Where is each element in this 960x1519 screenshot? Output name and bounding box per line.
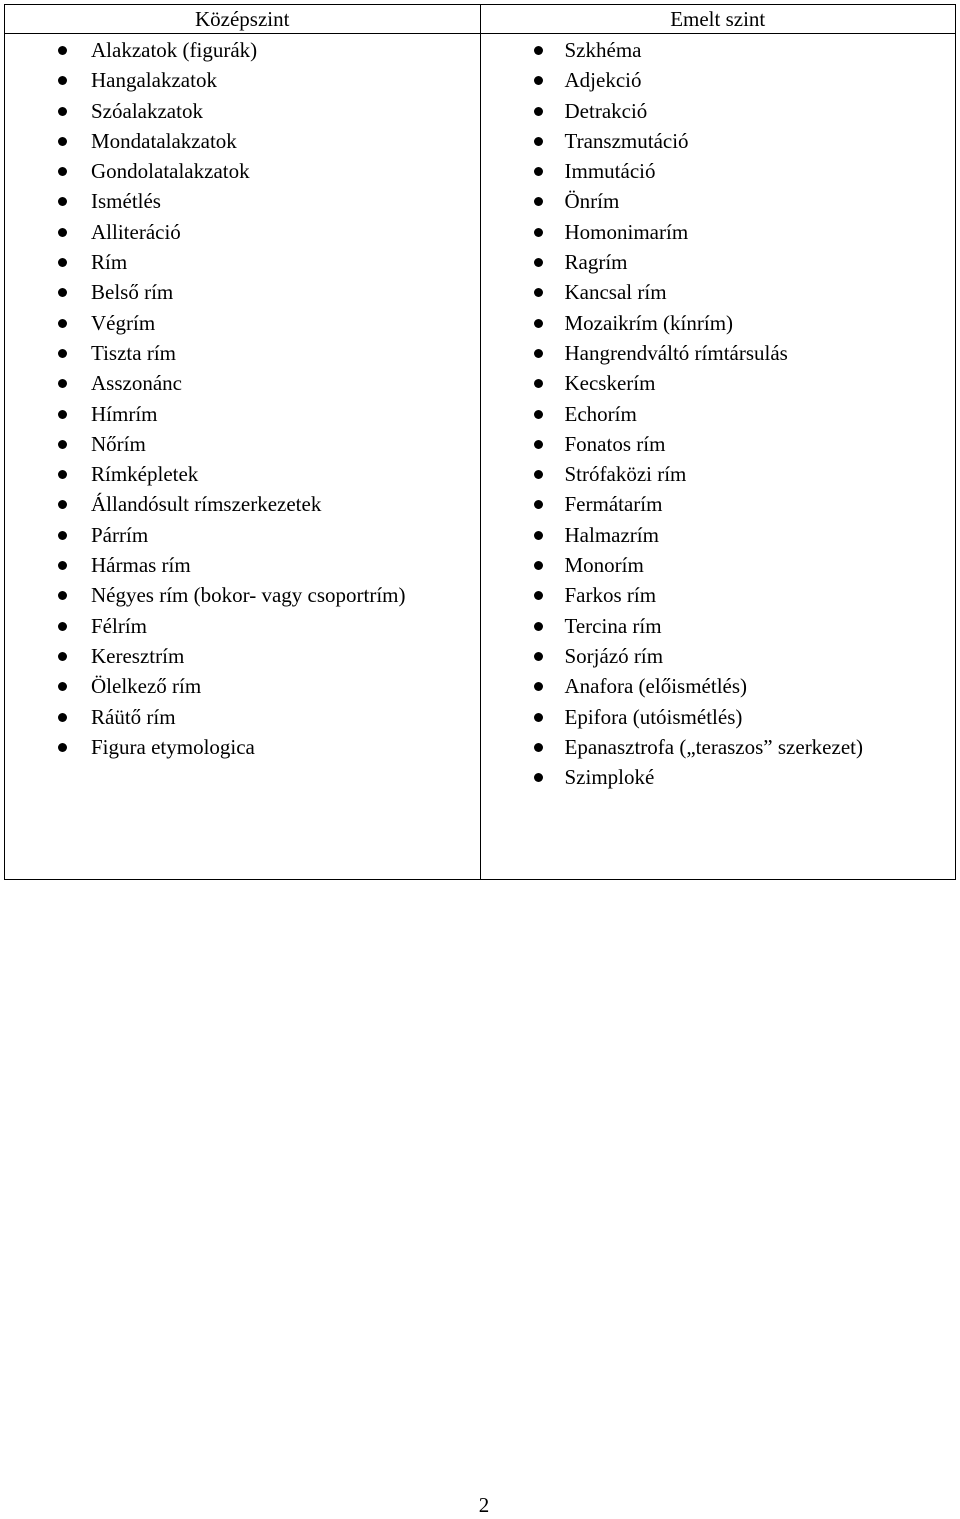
bullet-icon (534, 197, 543, 206)
page-number: 2 (478, 1493, 490, 1517)
bullet-icon (58, 531, 67, 540)
list-item (5, 277, 480, 307)
list-item (481, 762, 956, 792)
list-item-text: Keresztrím (91, 643, 185, 668)
list-item-text: Rím (91, 250, 128, 275)
bullet-icon (534, 622, 543, 631)
list-item-text: Önrím (564, 189, 620, 214)
list-item-text: Hármas rím (91, 553, 191, 578)
list-item (481, 368, 956, 398)
bullet-icon (58, 713, 67, 722)
list-item (481, 550, 956, 580)
bullet-icon (58, 743, 67, 752)
bullet-icon (534, 561, 543, 570)
list-item-text: Szkhéma (564, 38, 642, 62)
list-item-text: Halmazrím (564, 522, 659, 547)
bullet-icon (534, 167, 543, 176)
list-item-text: Fonatos rím (564, 431, 666, 456)
list-item (481, 459, 956, 489)
bullet-icon (58, 591, 67, 600)
list-item-text: Asszonánc (91, 371, 182, 396)
list-item-text: Hangrendváltó rímtársulás (564, 340, 788, 365)
list-item-text: Adjekció (564, 68, 642, 93)
list-item (481, 671, 956, 701)
list-item (5, 489, 480, 519)
list-item (481, 308, 956, 338)
list-item-text: Ismétlés (91, 189, 161, 214)
emelt-szint-list (481, 34, 956, 792)
list-item (481, 156, 956, 186)
list-item-text: Mondatalakzatok (91, 128, 237, 153)
list-item (481, 399, 956, 429)
list-item-text: Echorím (564, 401, 637, 426)
bullet-icon (58, 197, 67, 206)
kozepszint-list (5, 34, 480, 762)
bullet-icon (58, 288, 67, 297)
list-item-text: Alakzatok (figurák) (91, 38, 258, 62)
bullet-icon (58, 500, 67, 509)
list-item (5, 611, 480, 641)
bullet-icon (58, 46, 67, 55)
bullet-icon (534, 228, 543, 237)
list-item (5, 671, 480, 701)
list-item (5, 702, 480, 732)
list-item-text: Mozaikrím (kínrím) (564, 310, 734, 335)
list-item-text: Szimploké (564, 765, 655, 790)
list-item (481, 429, 956, 459)
list-item (481, 126, 956, 156)
list-item-text: Fermátarím (564, 492, 663, 517)
bullet-icon (534, 46, 543, 55)
list-item-text: Ölelkező rím (91, 674, 202, 699)
bullet-icon (58, 319, 67, 328)
list-item (481, 247, 956, 277)
list-item (5, 65, 480, 95)
list-item (5, 580, 480, 610)
list-item (481, 489, 956, 519)
bullet-icon (534, 379, 543, 388)
bullet-icon (534, 319, 543, 328)
bullet-icon (534, 349, 543, 358)
list-item (481, 580, 956, 610)
list-item-text: Nőrím (91, 431, 146, 456)
list-item (5, 35, 480, 65)
list-item (481, 702, 956, 732)
list-item-text: Ráütő rím (91, 704, 176, 729)
bullet-icon (58, 137, 67, 146)
list-item-text: Állandósult rímszerkezetek (91, 492, 322, 517)
bullet-icon (58, 652, 67, 661)
list-item (481, 611, 956, 641)
bullet-icon (58, 440, 67, 449)
list-item-text: Strófaközi rím (564, 462, 687, 487)
list-item (481, 732, 956, 762)
list-item-text: Monorím (564, 553, 644, 578)
bullet-icon (58, 379, 67, 388)
list-item-text: Belső rím (91, 280, 174, 305)
list-item-text: Szóalakzatok (91, 98, 203, 123)
list-item-text: Tiszta rím (91, 340, 176, 365)
list-item-text: Detrakció (564, 98, 648, 123)
list-item-text: Figura etymologica (91, 734, 255, 759)
list-item-text: Homonimarím (564, 219, 689, 244)
bullet-icon (534, 288, 543, 297)
list-item (5, 126, 480, 156)
kozepszint-header: Középszint (5, 5, 480, 34)
list-item-text: Anafora (előismétlés) (564, 674, 748, 699)
list-item-text: Rímképletek (91, 462, 199, 487)
list-item (481, 217, 956, 247)
list-item (5, 217, 480, 247)
list-item (5, 550, 480, 580)
bullet-icon (534, 107, 543, 116)
bullet-icon (58, 349, 67, 358)
bullet-icon (58, 167, 67, 176)
bullet-icon (534, 470, 543, 479)
emelt-szint-header: Emelt szint (481, 5, 956, 34)
bullet-icon (58, 470, 67, 479)
list-item-text: Sorjázó rím (564, 643, 664, 668)
list-item (481, 641, 956, 671)
bullet-icon (534, 76, 543, 85)
list-item-text: Négyes rím (bokor- vagy csoportrím) (91, 583, 406, 608)
list-item (5, 399, 480, 429)
list-item-text: Végrím (91, 310, 156, 335)
list-item-text: Kancsal rím (564, 280, 667, 305)
list-item (481, 338, 956, 368)
bullet-icon (534, 652, 543, 661)
list-item (481, 96, 956, 126)
list-item (481, 35, 956, 65)
bullet-icon (58, 107, 67, 116)
bullet-icon (534, 591, 543, 600)
bullet-icon (534, 440, 543, 449)
bullet-icon (58, 410, 67, 419)
bullet-icon (58, 622, 67, 631)
list-item-text: Farkos rím (564, 583, 657, 608)
bullet-icon (534, 682, 543, 691)
list-item (5, 186, 480, 216)
bullet-icon (534, 500, 543, 509)
list-item (5, 96, 480, 126)
bullet-icon (534, 137, 543, 146)
list-item (5, 308, 480, 338)
list-item-text: Hangalakzatok (91, 68, 217, 93)
bullet-icon (58, 258, 67, 267)
emelt-szint-column (480, 5, 956, 879)
list-item (481, 186, 956, 216)
bullet-icon (58, 76, 67, 85)
list-item (5, 338, 480, 368)
list-item (5, 641, 480, 671)
list-item-text: Transzmutáció (564, 128, 689, 153)
bullet-icon (534, 410, 543, 419)
list-item-text: Epifora (utóismétlés) (564, 704, 743, 729)
list-item (481, 520, 956, 550)
list-item (481, 277, 956, 307)
terms-table (4, 4, 956, 880)
list-item-text: Félrím (91, 613, 147, 638)
list-item (5, 459, 480, 489)
list-item (5, 156, 480, 186)
list-item-text: Immutáció (564, 159, 656, 184)
list-item (5, 520, 480, 550)
list-item-text: Kecskerím (564, 371, 656, 396)
bullet-icon (534, 258, 543, 267)
list-item-text: Gondolatalakzatok (91, 159, 250, 184)
list-item-text: Ragrím (564, 250, 628, 275)
bullet-icon (534, 713, 543, 722)
list-item-text: Alliteráció (91, 219, 181, 244)
list-item-text: Hímrím (91, 401, 158, 426)
list-item (5, 732, 480, 762)
bullet-icon (534, 531, 543, 540)
list-item (481, 65, 956, 95)
bullet-icon (534, 743, 543, 752)
bullet-icon (534, 773, 543, 782)
list-item-text: Tercina rím (564, 613, 662, 638)
list-item-text: Epanasztrofa („teraszos” szerkezet) (564, 734, 863, 759)
bullet-icon (58, 228, 67, 237)
bullet-icon (58, 561, 67, 570)
list-item (5, 368, 480, 398)
list-item-text: Párrím (91, 522, 149, 547)
bullet-icon (58, 682, 67, 691)
list-item (5, 429, 480, 459)
list-item (5, 247, 480, 277)
kozepszint-column (5, 5, 480, 879)
